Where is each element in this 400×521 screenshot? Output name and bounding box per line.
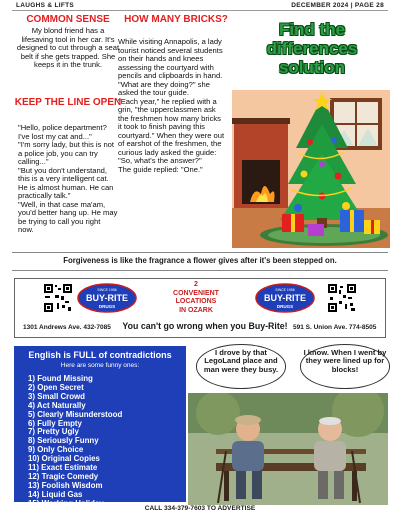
contradictions-subtitle: Here are some funny ones:	[60, 362, 140, 369]
svg-text:BUY-RITE: BUY-RITE	[263, 293, 307, 303]
keep-line-open-title: KEEP THE LINE OPEN	[14, 97, 122, 108]
svg-text:BUY-RITE: BUY-RITE	[85, 293, 129, 303]
list-item: 6) Fully Empty	[28, 418, 82, 428]
svg-text:DRUGS: DRUGS	[98, 304, 116, 309]
list-item: 8) Seriously Funny	[28, 436, 99, 446]
section-header: LAUGHS & LIFTS	[16, 2, 75, 9]
divider-line	[12, 270, 388, 271]
list-item: 4) Act Naturally	[28, 400, 86, 410]
issue-date-page: DECEMBER 2024 | PAGE 28	[291, 2, 384, 9]
keep-line-open-body: "Hello, police department? I've lost my cat and..." "I'm sorry lady, but this is not a police job, you can try calling..." "But you don't understand, this is a very intelligent cat. He is almost human. He can practically talk." "Well, in that case ma'am, you'd better hang up. He may be trying to call you right now.	[18, 123, 118, 234]
list-item: 5) Clearly Misunderstood	[28, 409, 123, 419]
svg-text:SINCE 1956: SINCE 1956	[275, 288, 295, 292]
christmas-scene-illustration	[232, 90, 390, 248]
buy-rite-logo	[77, 283, 137, 313]
advertise-footer: CALL 334-379-7603 TO ADVERTISE	[144, 505, 256, 512]
contradictions-list	[28, 375, 122, 509]
list-item: 10) Original Copies	[28, 454, 100, 464]
forgiveness-quote: Forgiveness is like the fragrance a flower gives after it's been stepped on.	[63, 256, 337, 265]
ad-slogan: You can't go wrong when you Buy-Rite!	[122, 321, 288, 331]
list-item: 2) Open Secret	[28, 382, 84, 392]
svg-text:DRUGS: DRUGS	[276, 304, 294, 309]
list-item: 13) Foolish Wisdom	[28, 480, 103, 490]
contradictions-box	[14, 346, 186, 508]
speech-bubble-left: I drove by that LegoLand place and man were they busy.	[196, 344, 286, 389]
two-old-men-photo	[188, 393, 388, 505]
list-item: 14) Liquid Gas	[28, 489, 83, 499]
qr-code-icon[interactable]	[327, 283, 357, 313]
header-divider	[12, 10, 388, 11]
speech-bubble-right: I know. When I went by they were lined up for blocks!	[300, 344, 390, 389]
how-many-bricks-body: While visiting Annapolis, a lady tourist noticed several students on their hands and knees assessing the courtyard with pencils and clipboards in hand. "What are they doing?" she asked the tour guide. "Each year," he replied with a grin, "the upperclassmen ask the freshmen how many bricks it took to finish paving this courtyard." When they were out of earshot of the freshmen, the curious lady asked the guide: "So, what's the answer?" The guide replied: "One."	[118, 37, 225, 174]
list-item: 15) Working Holiday	[28, 498, 104, 508]
list-item: 3) Small Crowd	[28, 391, 85, 401]
svg-text:SINCE 1956: SINCE 1956	[97, 288, 117, 292]
find-differences-title: Find the differences solution	[266, 20, 358, 77]
contradictions-title: English is FULL of contradictions	[28, 350, 172, 360]
common-sense-body: My blond friend has a lifesaving tool in her car. It's designed to cut through a seat belt if she gets trapped. She keeps it in the trunk.	[16, 26, 120, 69]
locations-text: 2 CONVENIENT LOCATIONS IN OZARK	[173, 281, 219, 314]
qr-code-icon[interactable]	[43, 283, 73, 313]
list-item: 1) Found Missing	[28, 374, 93, 383]
list-item: 7) Pretty Ugly	[28, 427, 79, 437]
buy-rite-logo	[255, 283, 315, 313]
how-many-bricks-title: HOW MANY BRICKS?	[124, 14, 228, 25]
divider-line	[12, 252, 388, 253]
store-address-left: 1301 Andrews Ave. 432-7085	[23, 324, 111, 331]
fireplace-illustration	[232, 118, 290, 208]
common-sense-title: COMMON SENSE	[26, 14, 110, 25]
buy-rite-advertisement[interactable]	[14, 278, 386, 338]
list-item: 11) Exact Estimate	[28, 463, 98, 473]
list-item: 9) Only Choice	[28, 445, 84, 455]
list-item: 12) Tragic Comedy	[28, 471, 99, 481]
store-address-right: 591 S. Union Ave. 774-8505	[293, 324, 377, 331]
